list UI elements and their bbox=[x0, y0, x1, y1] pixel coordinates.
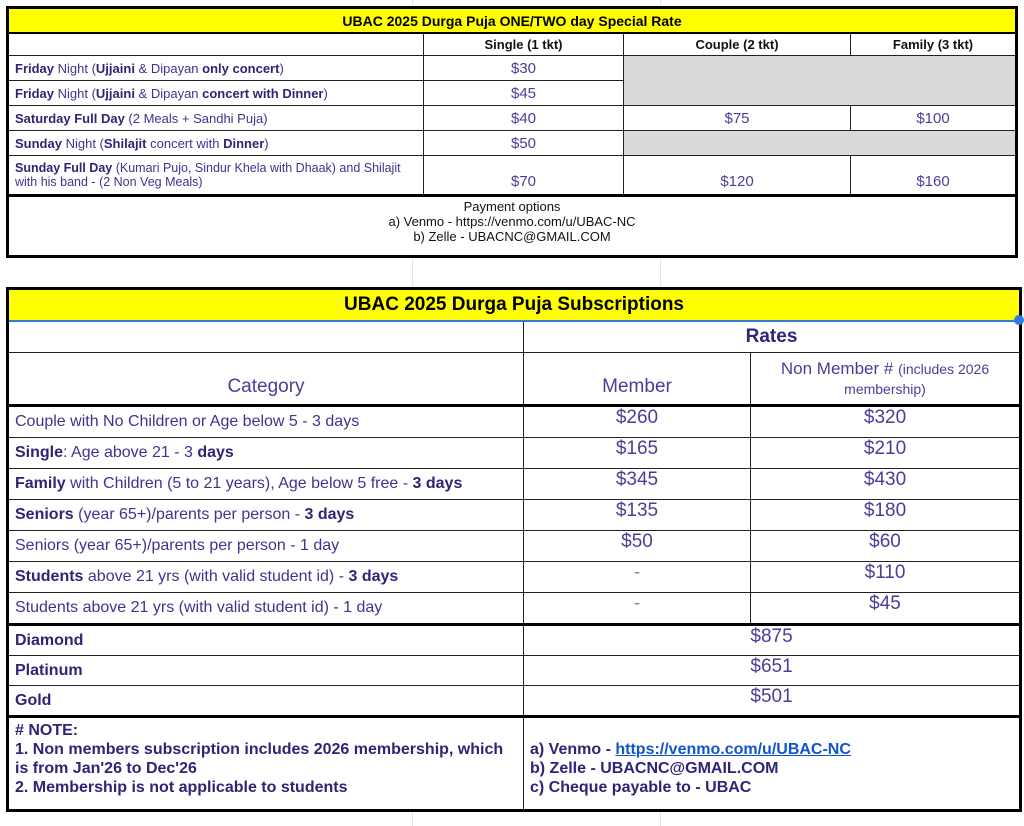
header-family[interactable]: Family (3 tkt) bbox=[851, 33, 1017, 56]
row-label[interactable] bbox=[8, 56, 424, 81]
price-couple[interactable]: $75 bbox=[624, 106, 851, 131]
label-text: & Dipayan bbox=[134, 85, 203, 101]
non-member-price[interactable]: $430 bbox=[751, 469, 1021, 500]
emphasis-text: only concert bbox=[202, 60, 280, 76]
unavailable-cell[interactable] bbox=[624, 131, 1017, 156]
note-heading: # NOTE: bbox=[15, 722, 79, 739]
label-text: Couple with No Children or Age below 5 - 3 days bbox=[15, 413, 360, 430]
payment-venmo: a) Venmo - https://venmo.com/u/UBAC-NC bbox=[388, 214, 636, 229]
label-text: & Dipayan bbox=[134, 60, 203, 76]
note-line-1: 1. Non members subscription includes 2026 membership, which is from Jan'26 to Dec'26 bbox=[15, 741, 504, 777]
label-text: Night ( bbox=[54, 85, 96, 101]
label-text: Night ( bbox=[54, 60, 96, 76]
subscription-row bbox=[8, 593, 1021, 625]
payment-zelle: b) Zelle - UBACNC@GMAIL.COM bbox=[530, 760, 779, 777]
price-family[interactable]: $160 bbox=[851, 156, 1017, 196]
tier-name[interactable]: Platinum bbox=[8, 656, 524, 686]
label-text: Students above 21 yrs (with valid student id) - 1 day bbox=[15, 599, 383, 616]
emphasis-text: Seniors bbox=[15, 506, 74, 523]
emphasis-text: Dinner bbox=[223, 135, 265, 151]
selection-resize-handle[interactable] bbox=[1014, 315, 1024, 325]
emphasis-text: days bbox=[197, 444, 234, 461]
member-price[interactable]: $165 bbox=[524, 438, 751, 469]
non-member-price[interactable]: $60 bbox=[751, 531, 1021, 562]
header-single[interactable]: Single (1 tkt) bbox=[424, 33, 624, 56]
sponsor-tier-row bbox=[8, 656, 1021, 686]
subscription-row bbox=[8, 562, 1021, 593]
subscriptions-table bbox=[6, 287, 1022, 812]
emphasis-text: Students bbox=[15, 568, 84, 585]
blank-cell[interactable] bbox=[8, 321, 524, 353]
row-label[interactable] bbox=[8, 156, 424, 196]
row-label[interactable] bbox=[8, 106, 424, 131]
tier-price[interactable]: $651 bbox=[524, 656, 1021, 686]
row-label[interactable] bbox=[8, 81, 424, 106]
category-label[interactable] bbox=[8, 406, 524, 438]
label-text: with Children (5 to 21 years), Age below 5 free - bbox=[65, 475, 413, 492]
rates-header[interactable]: Rates bbox=[524, 321, 1021, 353]
label-text: concert with bbox=[146, 135, 224, 151]
payment-venmo bbox=[530, 740, 1013, 759]
non-member-price[interactable]: $45 bbox=[751, 593, 1021, 625]
category-label[interactable] bbox=[8, 562, 524, 593]
subscription-row bbox=[8, 469, 1021, 500]
subscription-row bbox=[8, 500, 1021, 531]
member-price[interactable]: $345 bbox=[524, 469, 751, 500]
price-family[interactable]: $100 bbox=[851, 106, 1017, 131]
special-rate-row bbox=[8, 156, 1017, 196]
non-member-price[interactable]: $210 bbox=[751, 438, 1021, 469]
category-label[interactable] bbox=[8, 438, 524, 469]
emphasis-text: Friday bbox=[15, 60, 55, 76]
tier-name[interactable]: Gold bbox=[8, 686, 524, 717]
special-rate-table bbox=[6, 6, 1018, 258]
label-text: Seniors (year 65+)/parents per person - 1 day bbox=[15, 537, 340, 554]
label-text: ) bbox=[264, 135, 269, 151]
price-single[interactable]: $50 bbox=[424, 131, 624, 156]
price-single[interactable]: $40 bbox=[424, 106, 624, 131]
payment-heading: Payment options bbox=[463, 199, 561, 214]
emphasis-text: 3 days bbox=[348, 568, 399, 585]
special-rate-row bbox=[8, 131, 1017, 156]
label-text: Night ( bbox=[61, 135, 104, 151]
tier-name[interactable]: Diamond bbox=[8, 625, 524, 656]
emphasis-text: Friday bbox=[15, 85, 55, 101]
tier-price[interactable]: $501 bbox=[524, 686, 1021, 717]
label-text: above 21 yrs (with valid student id) - bbox=[83, 568, 349, 585]
sponsor-tier-row bbox=[8, 625, 1021, 656]
member-header[interactable]: Member bbox=[524, 353, 751, 406]
special-rate-row bbox=[8, 56, 1017, 81]
emphasis-text: Saturday Full Day bbox=[15, 110, 125, 126]
tier-price[interactable]: $875 bbox=[524, 625, 1021, 656]
sponsor-tier-row bbox=[8, 686, 1021, 717]
category-label[interactable] bbox=[8, 593, 524, 625]
emphasis-text: Sunday Full Day bbox=[15, 161, 113, 175]
price-single[interactable]: $30 bbox=[424, 56, 624, 81]
subscriptions-title[interactable]: UBAC 2025 Durga Puja Subscriptions bbox=[8, 289, 1021, 322]
emphasis-text: 3 days bbox=[412, 475, 463, 492]
subscription-row bbox=[8, 406, 1021, 438]
header-couple[interactable]: Couple (2 tkt) bbox=[624, 33, 851, 56]
venmo-link[interactable]: https://venmo.com/u/UBAC-NC bbox=[615, 741, 851, 758]
emphasis-text: Family bbox=[15, 475, 66, 492]
label-text: ) bbox=[279, 60, 284, 76]
price-couple[interactable]: $120 bbox=[624, 156, 851, 196]
emphasis-text: 3 days bbox=[304, 506, 355, 523]
category-label[interactable] bbox=[8, 531, 524, 562]
subscription-rows bbox=[8, 406, 1021, 625]
non-member-price[interactable]: $110 bbox=[751, 562, 1021, 593]
emphasis-text: Single bbox=[15, 444, 64, 461]
price-single[interactable]: $45 bbox=[424, 81, 624, 106]
non-member-price[interactable]: $320 bbox=[751, 406, 1021, 438]
non-member-price[interactable]: $180 bbox=[751, 500, 1021, 531]
member-price[interactable]: - bbox=[524, 562, 751, 593]
sponsor-tier-rows bbox=[8, 625, 1021, 717]
label-text: ) bbox=[323, 85, 328, 101]
emphasis-text: Ujjaini bbox=[95, 60, 135, 76]
price-single[interactable]: $70 bbox=[424, 156, 624, 196]
category-label[interactable] bbox=[8, 469, 524, 500]
member-price[interactable]: - bbox=[524, 593, 751, 625]
label-text: : Age above 21 - 3 bbox=[63, 444, 198, 461]
venmo-prefix: a) Venmo - bbox=[530, 741, 616, 758]
special-rate-header-row bbox=[8, 33, 1017, 56]
special-rate-title[interactable]: UBAC 2025 Durga Puja ONE/TWO day Special Rate bbox=[8, 8, 1017, 34]
subscription-row bbox=[8, 438, 1021, 469]
emphasis-text: Shilajit bbox=[103, 135, 147, 151]
non-member-note: (includes 2026 membership) bbox=[844, 360, 990, 397]
label-text: (2 Meals + Sandhi Puja) bbox=[124, 110, 268, 126]
non-member-header[interactable] bbox=[751, 353, 1021, 406]
category-label[interactable] bbox=[8, 500, 524, 531]
note-cell[interactable] bbox=[8, 717, 524, 811]
special-rate-row bbox=[8, 106, 1017, 131]
unavailable-cell[interactable] bbox=[624, 56, 1017, 106]
emphasis-text: concert with Dinner bbox=[202, 85, 324, 101]
member-price[interactable]: $260 bbox=[524, 406, 751, 438]
non-member-label: Non Member # bbox=[780, 358, 894, 378]
row-label[interactable] bbox=[8, 131, 424, 156]
category-header[interactable]: Category bbox=[8, 353, 524, 406]
emphasis-text: Ujjaini bbox=[95, 85, 135, 101]
member-price[interactable]: $50 bbox=[524, 531, 751, 562]
payment-options-cell[interactable] bbox=[8, 196, 1017, 257]
label-text: (year 65+)/parents per person - bbox=[73, 506, 305, 523]
label-text: (Kumari Pujo, Sindur Khela with Dhaak) and Shilajit with his band - (2 Non Veg Meals) bbox=[15, 161, 401, 189]
note-line-2: 2. Membership is not applicable to students bbox=[15, 779, 348, 796]
payment-methods-cell[interactable] bbox=[524, 717, 1021, 811]
member-price[interactable]: $135 bbox=[524, 500, 751, 531]
payment-cheque: c) Cheque payable to - UBAC bbox=[530, 779, 752, 796]
emphasis-text: Sunday bbox=[15, 135, 62, 151]
header-blank[interactable] bbox=[8, 33, 424, 56]
subscription-row bbox=[8, 531, 1021, 562]
payment-zelle: b) Zelle - UBACNC@GMAIL.COM bbox=[413, 229, 611, 244]
